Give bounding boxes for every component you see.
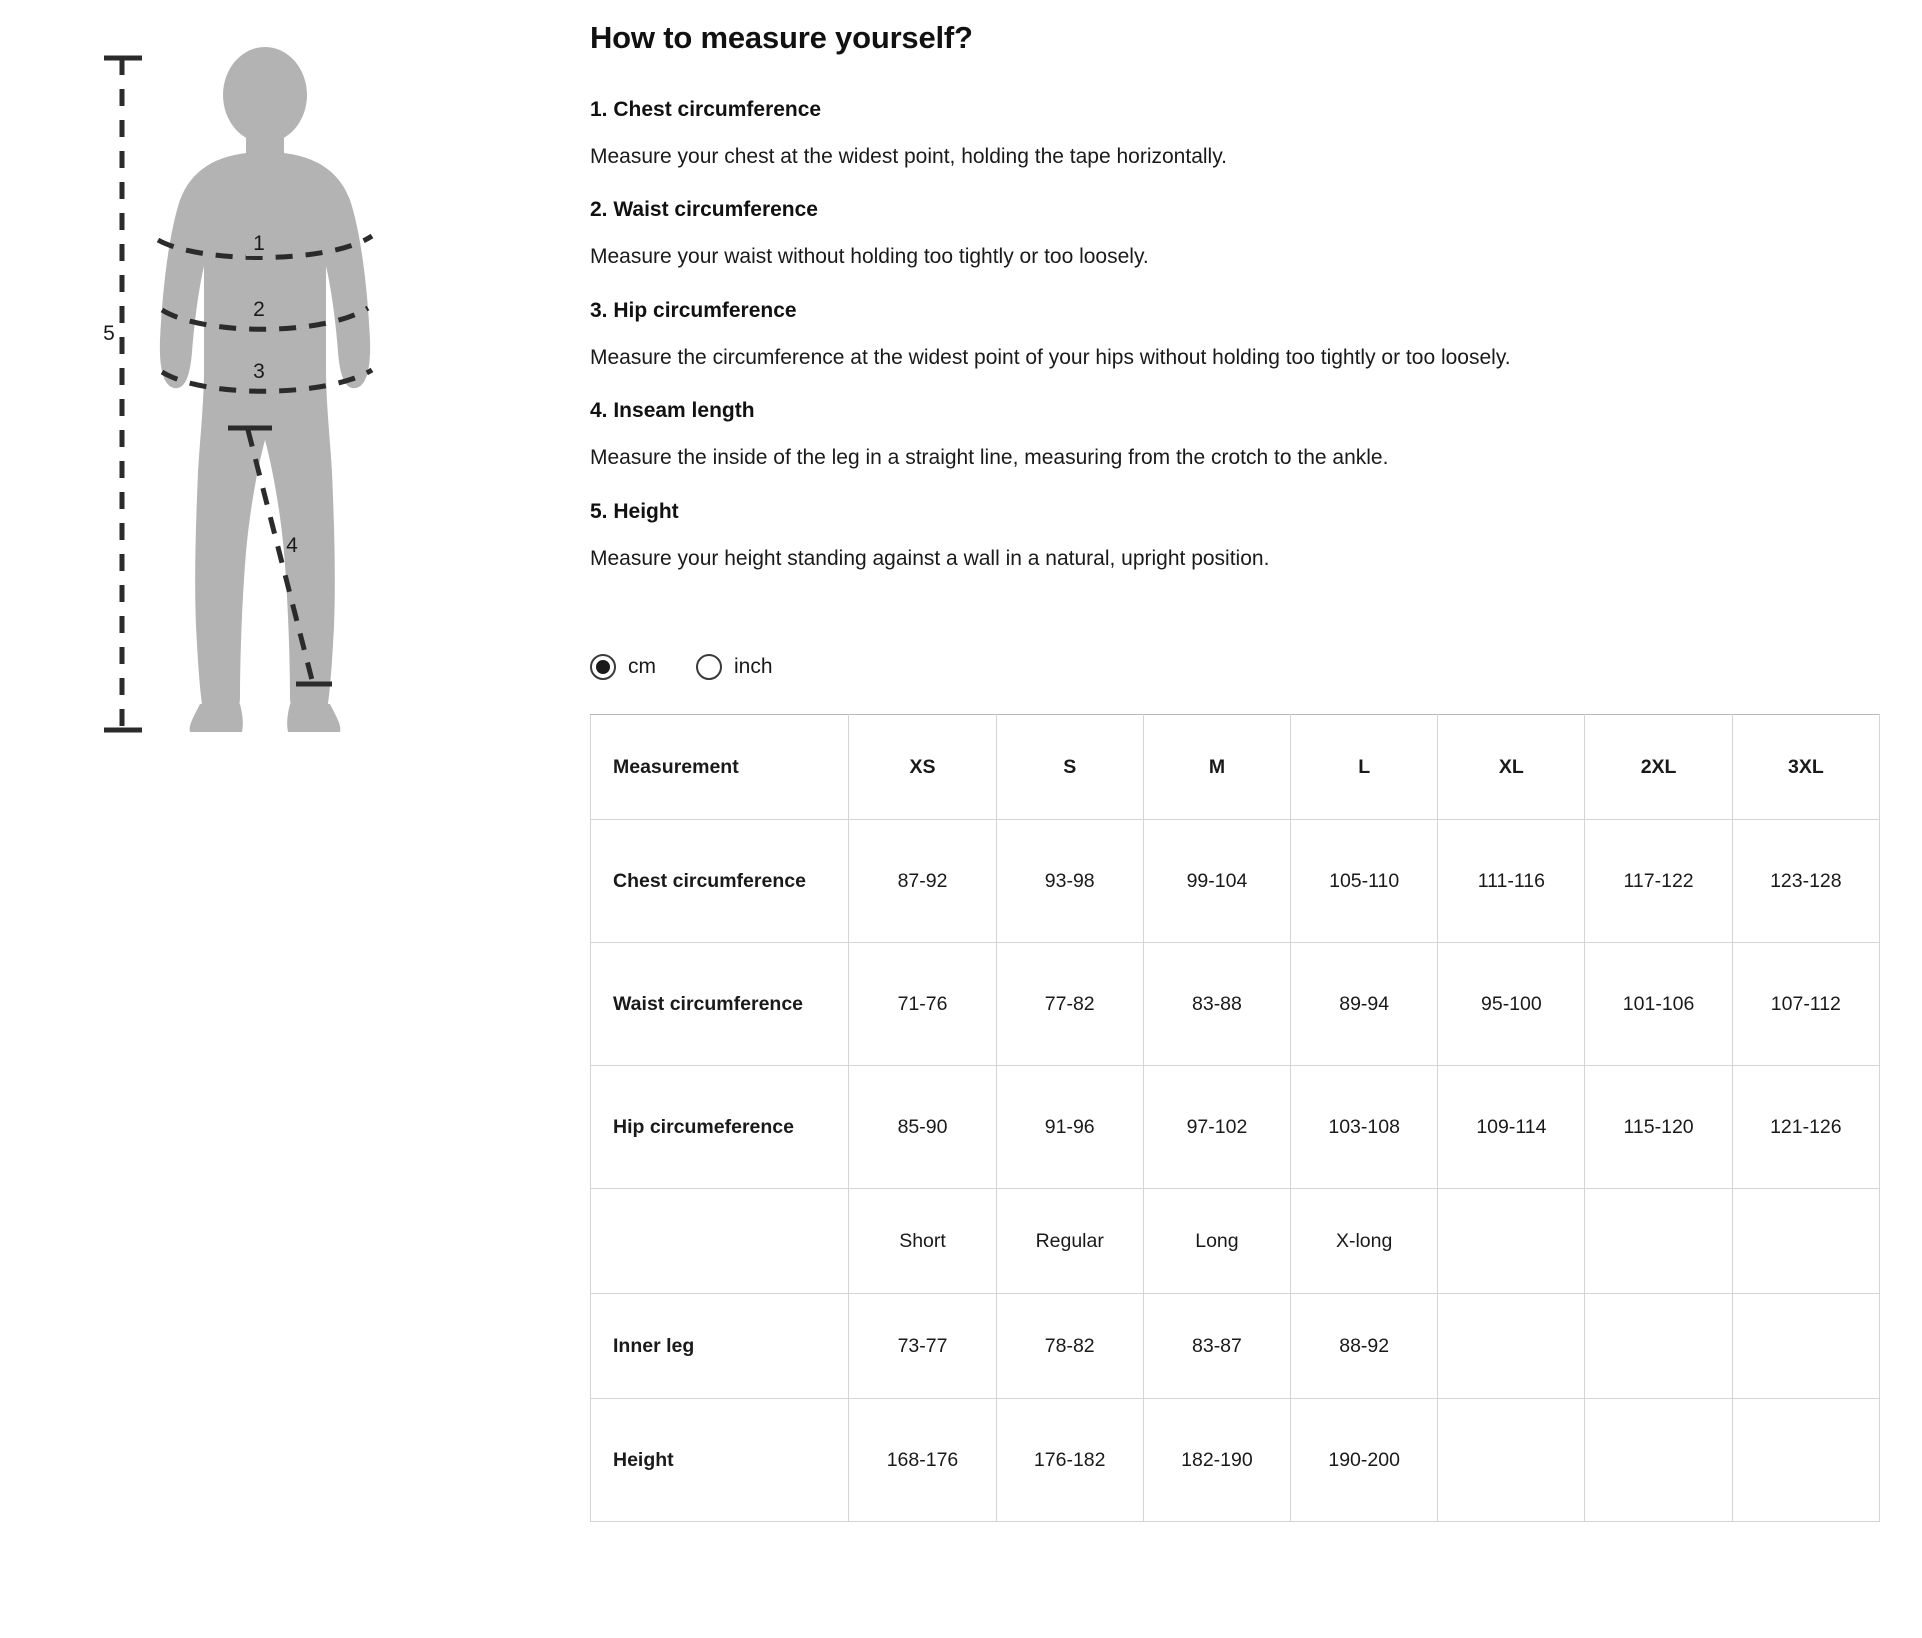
cell-height-3xl xyxy=(1732,1399,1879,1522)
cell-waist-s: 77-82 xyxy=(996,943,1143,1066)
cell-waist-m: 83-88 xyxy=(1143,943,1290,1066)
instruction-step xyxy=(590,98,1882,172)
cell-chest-m: 99-104 xyxy=(1143,820,1290,943)
step-text-waist: Measure your waist without holding too tightly or too loosely. xyxy=(590,245,1149,269)
figure-column xyxy=(0,0,590,1638)
cell-inner-leg-xl xyxy=(1438,1294,1585,1399)
instruction-step xyxy=(590,500,1882,574)
page-title: How to measure yourself? xyxy=(590,20,973,55)
column-header-2xl: 2XL xyxy=(1585,715,1732,820)
cell-hip-xl: 109-114 xyxy=(1438,1066,1585,1189)
cell-inner-leg-s: 78-82 xyxy=(996,1294,1143,1399)
cell-length-l: X-long xyxy=(1291,1189,1438,1294)
cell-hip-l: 103-108 xyxy=(1291,1066,1438,1189)
step-title-inseam: 4. Inseam length xyxy=(590,399,755,423)
step-text-height: Measure your height standing against a wall in a natural, upright position. xyxy=(590,546,1270,570)
cell-chest-s: 93-98 xyxy=(996,820,1143,943)
row-label-inner-leg: Inner leg xyxy=(591,1294,849,1399)
cell-height-xs: 168-176 xyxy=(849,1399,996,1522)
step-title-hip: 3. Hip circumference xyxy=(590,298,797,322)
cell-hip-m: 97-102 xyxy=(1143,1066,1290,1189)
column-header-xs: XS xyxy=(849,715,996,820)
column-header-xl: XL xyxy=(1438,715,1585,820)
cell-chest-xs: 87-92 xyxy=(849,820,996,943)
cell-length-s: Regular xyxy=(996,1189,1143,1294)
column-header-3xl: 3XL xyxy=(1732,715,1879,820)
cell-length-2xl xyxy=(1585,1189,1732,1294)
radio-option-cm[interactable] xyxy=(590,654,656,680)
svg-text:1: 1 xyxy=(253,232,265,255)
table-row xyxy=(591,1294,1880,1399)
cell-height-2xl xyxy=(1585,1399,1732,1522)
svg-text:3: 3 xyxy=(253,360,265,383)
instruction-step xyxy=(590,399,1882,473)
table-header-row xyxy=(591,715,1880,820)
cell-hip-s: 91-96 xyxy=(996,1066,1143,1189)
column-header-s: S xyxy=(996,715,1143,820)
cell-hip-2xl: 115-120 xyxy=(1585,1066,1732,1189)
row-label-hip: Hip circumeference xyxy=(591,1066,849,1189)
cell-length-m: Long xyxy=(1143,1189,1290,1294)
svg-text:2: 2 xyxy=(253,298,265,321)
cell-length-xs: Short xyxy=(849,1189,996,1294)
cell-height-xl xyxy=(1438,1399,1585,1522)
cell-inner-leg-2xl xyxy=(1585,1294,1732,1399)
cell-inner-leg-3xl xyxy=(1732,1294,1879,1399)
table-row xyxy=(591,1066,1880,1189)
cell-hip-3xl: 121-126 xyxy=(1732,1066,1879,1189)
cell-inner-leg-xs: 73-77 xyxy=(849,1294,996,1399)
radio-label-cm: cm xyxy=(628,655,656,679)
cell-waist-xs: 71-76 xyxy=(849,943,996,1066)
step-text-chest: Measure your chest at the widest point, holding the tape horizontally. xyxy=(590,145,1227,168)
cell-chest-2xl: 117-122 xyxy=(1585,820,1732,943)
cell-chest-l: 105-110 xyxy=(1291,820,1438,943)
content-column xyxy=(590,0,1922,1638)
step-title-chest: 1. Chest circumference xyxy=(590,98,822,121)
column-header-measurement: Measurement xyxy=(591,715,849,820)
table-row xyxy=(591,1189,1880,1294)
cell-height-m: 182-190 xyxy=(1143,1399,1290,1522)
size-chart-table xyxy=(590,714,1880,1522)
cell-waist-l: 89-94 xyxy=(1291,943,1438,1066)
radio-option-inch[interactable] xyxy=(696,654,773,680)
cell-length-3xl xyxy=(1732,1189,1879,1294)
instruction-step xyxy=(590,299,1882,373)
body-measurement-diagram xyxy=(100,40,520,840)
unit-selector[interactable] xyxy=(590,654,1882,680)
cell-waist-3xl: 107-112 xyxy=(1732,943,1879,1066)
step-text-hip: Measure the circumference at the widest point of your hips without holding too tightly or too loosely. xyxy=(590,345,1511,369)
step-text-inseam: Measure the inside of the leg in a straight line, measuring from the crotch to the ankle. xyxy=(590,446,1389,470)
svg-text:5: 5 xyxy=(103,322,115,345)
cell-height-s: 176-182 xyxy=(996,1399,1143,1522)
row-label-waist: Waist circumference xyxy=(591,943,849,1066)
cell-waist-2xl: 101-106 xyxy=(1585,943,1732,1066)
cell-chest-3xl: 123-128 xyxy=(1732,820,1879,943)
row-label-chest: Chest circumference xyxy=(591,820,849,943)
table-row xyxy=(591,1399,1880,1522)
column-header-l: L xyxy=(1291,715,1438,820)
row-label-length xyxy=(591,1189,849,1294)
row-label-height: Height xyxy=(591,1399,849,1522)
radio-button-inch-icon[interactable] xyxy=(696,654,722,680)
cell-chest-xl: 111-116 xyxy=(1438,820,1585,943)
cell-height-l: 190-200 xyxy=(1291,1399,1438,1522)
cell-length-xl xyxy=(1438,1189,1585,1294)
cell-waist-xl: 95-100 xyxy=(1438,943,1585,1066)
cell-inner-leg-m: 83-87 xyxy=(1143,1294,1290,1399)
table-row xyxy=(591,943,1880,1066)
cell-hip-xs: 85-90 xyxy=(849,1066,996,1189)
instruction-step xyxy=(590,198,1882,272)
table-row xyxy=(591,820,1880,943)
radio-button-cm-icon[interactable] xyxy=(590,654,616,680)
radio-label-inch: inch xyxy=(734,655,773,679)
step-title-waist: 2. Waist circumference xyxy=(590,198,818,222)
svg-text:4: 4 xyxy=(286,534,298,557)
cell-inner-leg-l: 88-92 xyxy=(1291,1294,1438,1399)
step-title-height: 5. Height xyxy=(590,499,679,523)
column-header-m: M xyxy=(1143,715,1290,820)
